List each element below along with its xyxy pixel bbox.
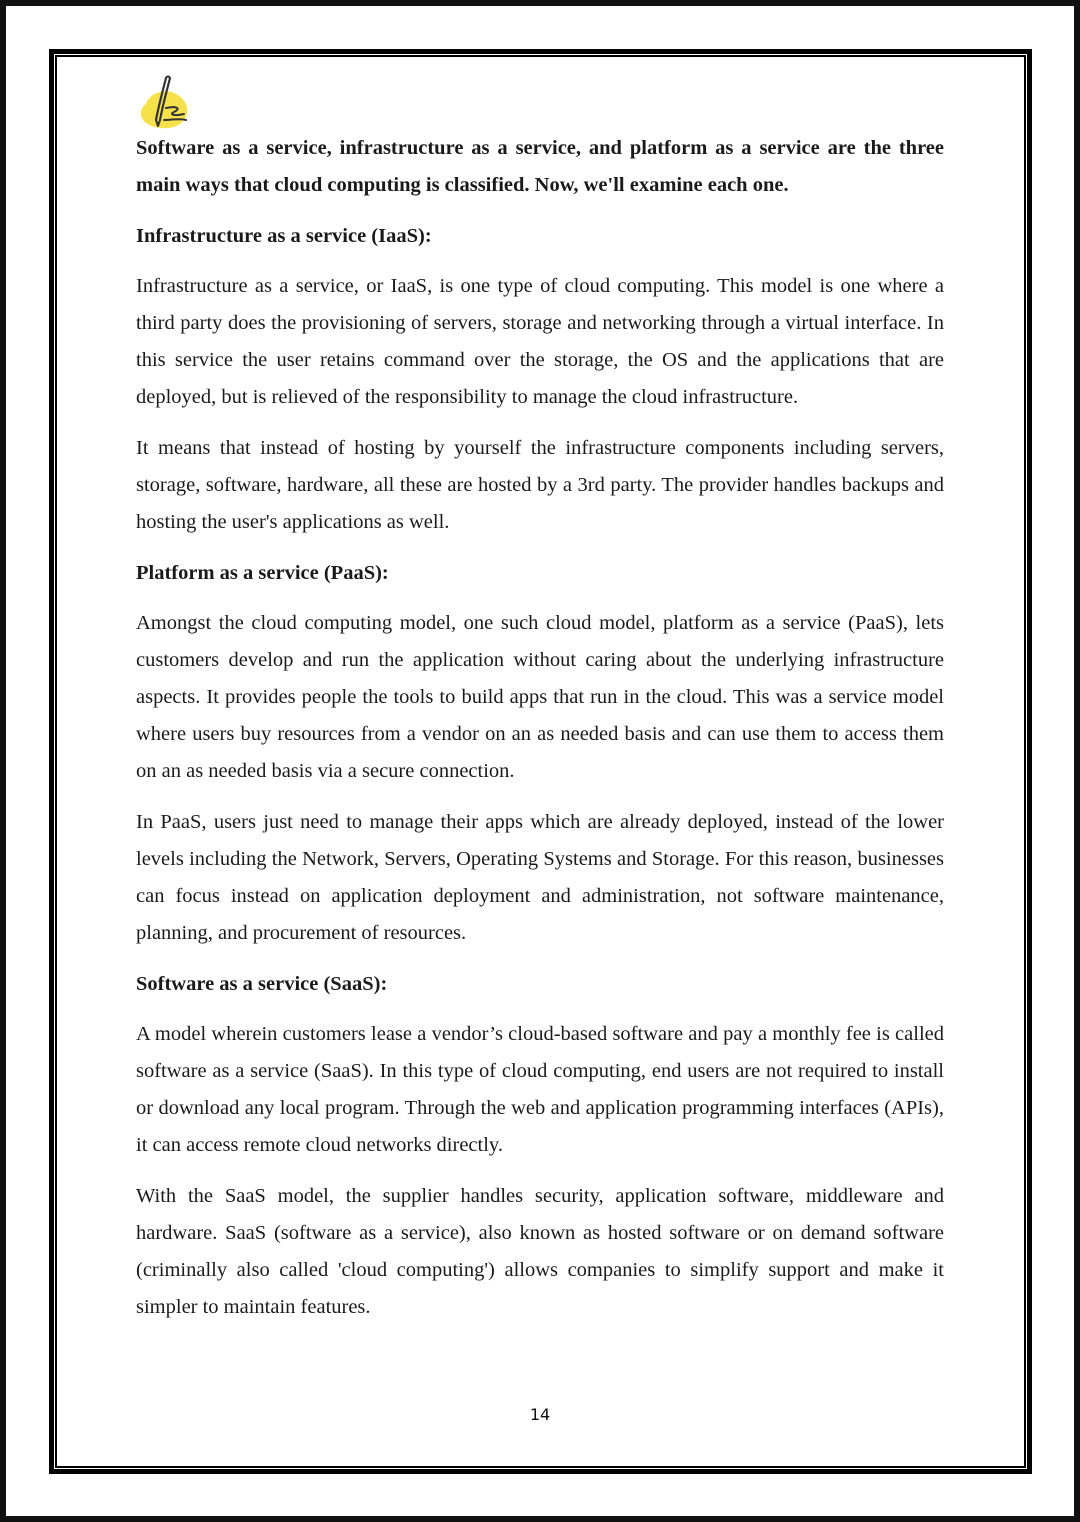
paragraph: In PaaS, users just need to manage their apps which are already deployed, instead of the lower levels including the Network, Servers, Operating Systems and Storage. For this reason, businesses can focus instead on application deployment and administration, not software maintenance, planning, and procurement of resources. bbox=[136, 811, 944, 944]
section-heading: Infrastructure as a service (IaaS): bbox=[136, 225, 432, 247]
section-paas bbox=[136, 555, 944, 952]
intro-paragraph: Software as a service, infrastructure as a service, and platform as a service are the three main ways that cloud computing is classified. Now, we'll examine each one. bbox=[136, 137, 944, 196]
page-number: 14 bbox=[529, 1405, 551, 1424]
paragraph: Infrastructure as a service, or IaaS, is one type of cloud computing. This model is one where a third party does the provisioning of servers, storage and networking through a virtual interface. In this service the user retains command over the storage, the OS and the applications that are deployed, but is relieved of the responsibility to manage the cloud infrastructure. bbox=[136, 275, 944, 408]
section-iaas bbox=[136, 218, 944, 541]
pen-note-icon bbox=[136, 74, 200, 132]
document-body bbox=[136, 130, 944, 1340]
paragraph: With the SaaS model, the supplier handles security, application software, middleware and hardware. SaaS (software as a service), also known as hosted software or on demand software (criminally also called 'cloud computing') allows companies to simplify support and make it simpler to maintain features. bbox=[136, 1185, 944, 1318]
section-saas bbox=[136, 966, 944, 1326]
paragraph: It means that instead of hosting by yourself the infrastructure components including servers, storage, software, hardware, all these are hosted by a 3rd party. The provider handles backups and hosting the user's applications as well. bbox=[136, 437, 944, 533]
section-heading: Software as a service (SaaS): bbox=[136, 973, 388, 995]
paragraph: A model wherein customers lease a vendor’s cloud-based software and pay a monthly fee is called software as a service (SaaS). In this type of cloud computing, end users are not required to install or download any local program. Through the web and application programming interfaces (APIs), it can access remote cloud networks directly. bbox=[136, 1023, 944, 1156]
section-heading: Platform as a service (PaaS): bbox=[136, 562, 389, 584]
paragraph: Amongst the cloud computing model, one such cloud model, platform as a service (PaaS), lets customers develop and run the application without caring about the underlying infrastructure aspects. It provides people the tools to build apps that run in the cloud. This was a service model where users buy resources from a vendor on an as needed basis and can use them to access them on an as needed basis via a secure connection. bbox=[136, 612, 944, 782]
